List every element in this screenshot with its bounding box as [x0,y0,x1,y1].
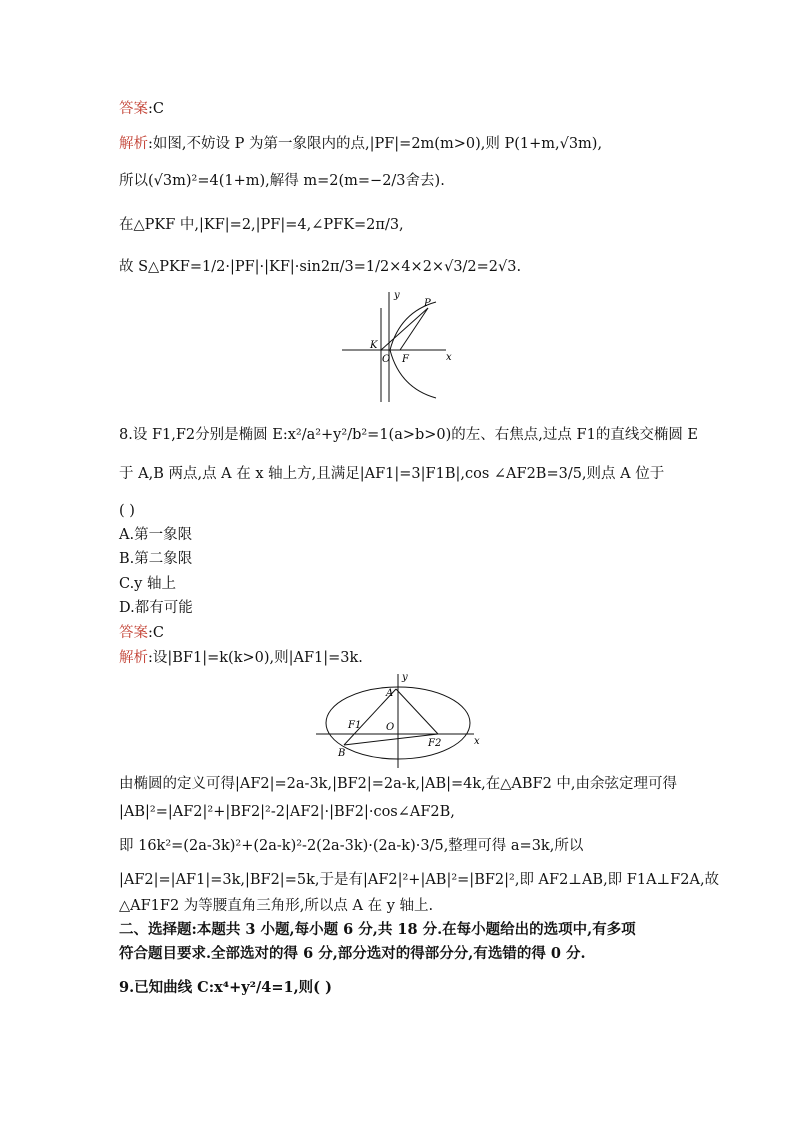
fig-label-x: x [474,736,480,747]
q7-answer: 答案:C [119,101,164,117]
fig-label-F1: F1 [348,720,362,731]
analysis-text: :如图,不妨设 P 为第一象限内的点,|PF|=2m(m>0),则 P(1+m,√3m), [148,136,603,152]
q8-stem-line1: 8.设 F1,F2分别是椭圆 E:x²/a²+y²/b²=1(a>b>0)的左、右焦点,过点 F1的直线交椭圆 E [119,427,699,443]
ellipse-figure [314,670,484,774]
fig-label-F2: F2 [428,738,442,749]
section2-heading-line2: 符合题目要求.全部选对的得 6 分,部分选对的得部分分,有选错的得 0 分. [119,945,586,962]
section2-heading-line1: 二、选择题:本题共 3 小题,每小题 6 分,共 18 分.在每小题给出的选项中,有多项 [119,921,636,938]
q8-option-c: C.y 轴上 [119,576,176,592]
q8-option-b: B.第二象限 [119,551,193,567]
answer-label: 答案 [119,101,148,117]
answer-value: C [152,101,164,117]
q7-analysis-line1 [119,134,602,154]
fig-label-F: F [402,354,409,365]
answer-value: C [152,625,164,641]
fig-label-A: A [386,688,394,699]
analysis-text: :设|BF1|=k(k>0),则|AF1|=3k. [148,650,363,666]
q8-option-d: D.都有可能 [119,600,193,616]
fig-label-K: K [370,340,378,351]
q8-option-a: A.第一象限 [119,527,193,543]
q7-analysis-line2: 所以(√3m)²=4(1+m),解得 m=2(m=−2/3舍去). [119,173,445,189]
q8-body-line2: |AB|²=|AF2|²+|BF2|²-2|AF2|·|BF2|·cos∠AF2B, [119,804,455,820]
fig-label-x: x [446,352,452,363]
fig-label-O: O [386,722,395,733]
fig-label-y: y [394,290,400,301]
answer-label: 答案 [119,625,148,641]
fig-label-B: B [338,748,346,759]
q7-analysis-line4: 故 S△PKF=1/2·|PF|·|KF|·sin2π/3=1/2×4×2×√3/2=2√3. [119,259,522,275]
parabola-figure [338,288,458,412]
q8-body-line3: 即 16k²=(2a-3k)²+(2a-k)²-2(2a-3k)·(2a-k)·3/5,整理可得 a=3k,所以 [119,838,584,854]
q9-stem: 9.已知曲线 C:x⁴+y²/4=1,则( ) [119,979,332,996]
q7-analysis-line3: 在△PKF 中,|KF|=2,|PF|=4,∠PFK=2π/3, [119,217,404,233]
q8-analysis-line1 [119,648,363,668]
analysis-label: 解析 [119,136,148,152]
q8-body-line4: |AF2|=|AF1|=3k,|BF2|=5k,于是有|AF2|²+|AB|²=|BF2|²,即 AF2⊥AB,即 F1A⊥F2A,故 [119,872,720,888]
q8-stem-line2: 于 A,B 两点,点 A 在 x 轴上方,且满足|AF1|=3|F1B|,cos ∠AF2B=3/5,则点 A 位于 [119,466,665,482]
q8-body-line1: 由椭圆的定义可得|AF2|=2a-3k,|BF2|=2a-k,|AB|=4k,在△ABF2 中,由余弦定理可得 [119,776,678,792]
analysis-label: 解析 [119,650,148,666]
fig-label-y: y [402,672,408,683]
q8-answer: 答案:C [119,625,164,641]
q8-body-line5: △AF1F2 为等腰直角三角形,所以点 A 在 y 轴上. [119,898,434,914]
fig-label-O: O [382,354,391,365]
fig-label-P: P [424,298,431,309]
q8-blank: ( ) [119,503,135,519]
